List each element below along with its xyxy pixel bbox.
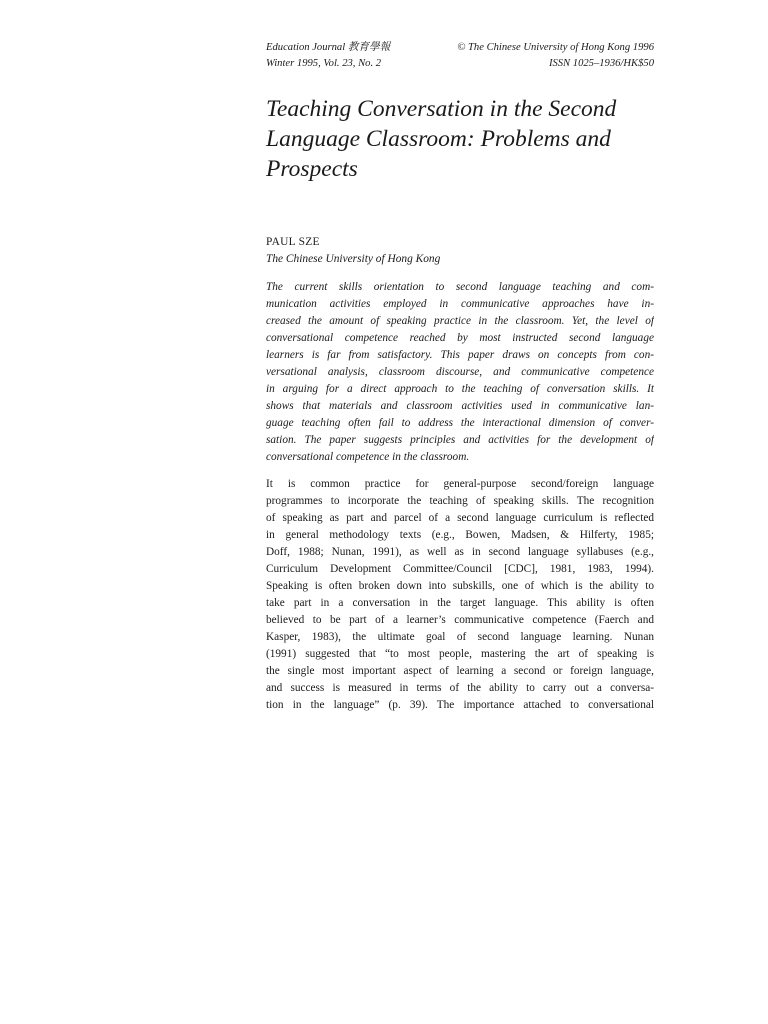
running-header (266, 40, 654, 72)
body-line: of speaking as part and parcel of a second language curriculum is reflected (266, 512, 654, 524)
abstract-line: learners is far from satisfactory. This paper draws on concepts from con- (266, 349, 654, 361)
body-line: take part in a conversation in the target language. This ability is often (266, 597, 654, 609)
body-line: tion in the language” (p. 39). The importance attached to conversational (266, 699, 654, 711)
abstract-line: conversational competence in the classroom. (266, 451, 470, 463)
abstract-line: munication activities employed in communicative approaches have in- (266, 298, 654, 310)
body-line: (1991) suggested that “to most people, mastering the art of speaking is (266, 648, 654, 660)
abstract-line: creased the amount of speaking practice in the classroom. Yet, the level of (266, 315, 654, 327)
journal-name: Education Journal 教育學報 (266, 42, 391, 53)
title-line: Language Classroom: Problems and (266, 126, 611, 152)
title-line: Teaching Conversation in the Second (266, 96, 617, 122)
header-row-2 (266, 56, 654, 72)
title-line: Prospects (266, 156, 358, 182)
article-title (266, 94, 654, 184)
body-line: the single most important aspect of learning a second or foreign language, (266, 665, 654, 677)
abstract-line: The current skills orientation to second language teaching and com- (266, 281, 654, 293)
body-line: and success is measured in terms of the ability to carry out a conversa- (266, 682, 654, 694)
body-line: programmes to incorporate the teaching of speaking skills. The recognition (266, 495, 654, 507)
body-line: believed to be part of a learner’s communicative competence (Faerch and (266, 614, 654, 626)
issue-info: Winter 1995, Vol. 23, No. 2 (266, 58, 382, 69)
abstract-line: conversational competence reached by most instructed second language (266, 332, 654, 344)
body-line: in general methodology texts (e.g., Bowen, Madsen, & Hilferty, 1985; (266, 529, 654, 541)
author-affiliation: The Chinese University of Hong Kong (266, 253, 441, 265)
abstract-line: guage teaching often fail to address the interactional dimension of conver- (266, 417, 654, 429)
abstract-line: shows that materials and classroom activities used in communicative lan- (266, 400, 654, 412)
copyright-notice: © The Chinese University of Hong Kong 1996 (457, 42, 654, 53)
author-name: PAUL SZE (266, 236, 320, 248)
abstract-line: sation. The paper suggests principles and activities for the development of (266, 434, 654, 446)
body-line: Kasper, 1983), the ultimate goal of second language learning. Nunan (266, 631, 654, 643)
author-block (266, 234, 654, 268)
abstract (266, 279, 654, 466)
body-line: Speaking is often broken down into subskills, one of which is the ability to (266, 580, 654, 592)
body-paragraph (266, 476, 654, 714)
body-line: Doff, 1988; Nunan, 1991), as well as in second language syllabuses (e.g., (266, 546, 654, 558)
body-line: Curriculum Development Committee/Council [CDC], 1981, 1983, 1994). (266, 563, 654, 575)
issn-price: ISSN 1025–1936/HK$50 (548, 58, 654, 69)
abstract-line: versational analysis, classroom discourse, and communicative competence (266, 366, 654, 378)
abstract-line: in arguing for a direct approach to the teaching of conversation skills. It (266, 383, 654, 395)
header-row-1 (266, 40, 654, 56)
body-line: It is common practice for general-purpose second/foreign language (266, 478, 654, 490)
